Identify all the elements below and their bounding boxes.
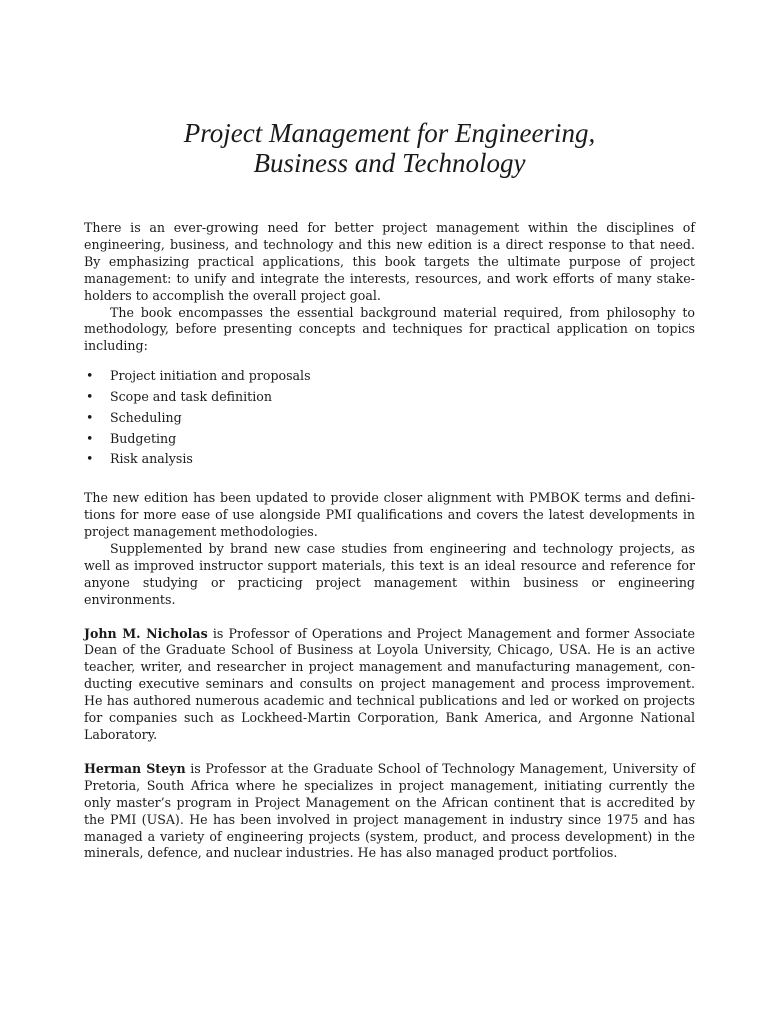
bullet-icon: • [86,389,94,405]
bullet-icon: • [86,368,94,384]
topic-label: Project initiation and proposals [110,368,311,384]
topic-label: Scheduling [110,409,182,425]
list-item [84,366,695,387]
author-bio-text: is Professor of Operations and Project Management and former Associate Dean of the Graduate School of Business at Loyola University, Chicago, USA. He is an active teacher, writer, and researcher in project management and manufacturing management, con-ducting executive seminars and consults on project management and process improvement. He has authored numerous academic and technical publications and led or worked on projects for companies such as Lockheed-Martin Corporation, Bank America, and Argonne National Laboratory. [84,625,695,743]
author-bio-nicholas [84,626,695,744]
book-title [84,118,695,178]
bullet-icon: • [86,430,94,446]
bullet-icon: • [86,451,94,467]
back-cover-page [84,0,695,862]
author-name: Herman Steyn [84,760,186,776]
topic-label: Scope and task definition [110,389,272,405]
book-title-line-1: Project Management for Engineering, [183,118,596,148]
author-bio-text: is Professor at the Graduate School of Technology Management, University of Pretoria, South Africa where he specializes in project management, initiating currently the only master’s program in Project Management on the African continent that is accredited by the PMI (USA). He has been involved in project management in industry since 1975 and has managed a variety of engineering projects (system, product, and process development) in the minerals, defence, and nuclear industries. He has also managed product portfolios. [84,760,695,861]
list-item [84,429,695,450]
topic-label: Budgeting [110,430,177,446]
scope-paragraph: The book encompasses the essential background material required, from philosophy to methodology, before presenting concepts and techniques for practical application on topics including: [84,304,695,354]
topic-label: Risk analysis [110,451,193,467]
intro-paragraph: There is an ever-growing need for better project management within the disciplines of engineering, business, and technology and this new edition is a direct response to that need. By emphasizing practical applications, this book targets the ultimate purpose of project management: to unify and integrate the interests, resources, and work efforts of many stake-holders to accomplish the overall project goal. [84,220,695,303]
topics-list [84,366,695,470]
bullet-icon: • [86,409,94,425]
supplement-paragraph: Supplemented by brand new case studies from engineering and technology projects, as well as improved instructor support materials, this text is an ideal resource and reference for anyone studying or practicing project management within business or engineering environments. [84,540,695,607]
list-item [84,408,695,429]
list-item [84,387,695,408]
book-title-line-2: Business and Technology [253,148,526,178]
list-item [84,449,695,470]
author-bio-steyn [84,761,695,862]
new-edition-paragraph: The new edition has been updated to provide closer alignment with PMBOK terms and defini-tions for more ease of use alongside PMI qualifications and covers the latest developments in project management methodologies. [84,490,695,540]
author-name: John M. Nicholas [84,625,208,641]
